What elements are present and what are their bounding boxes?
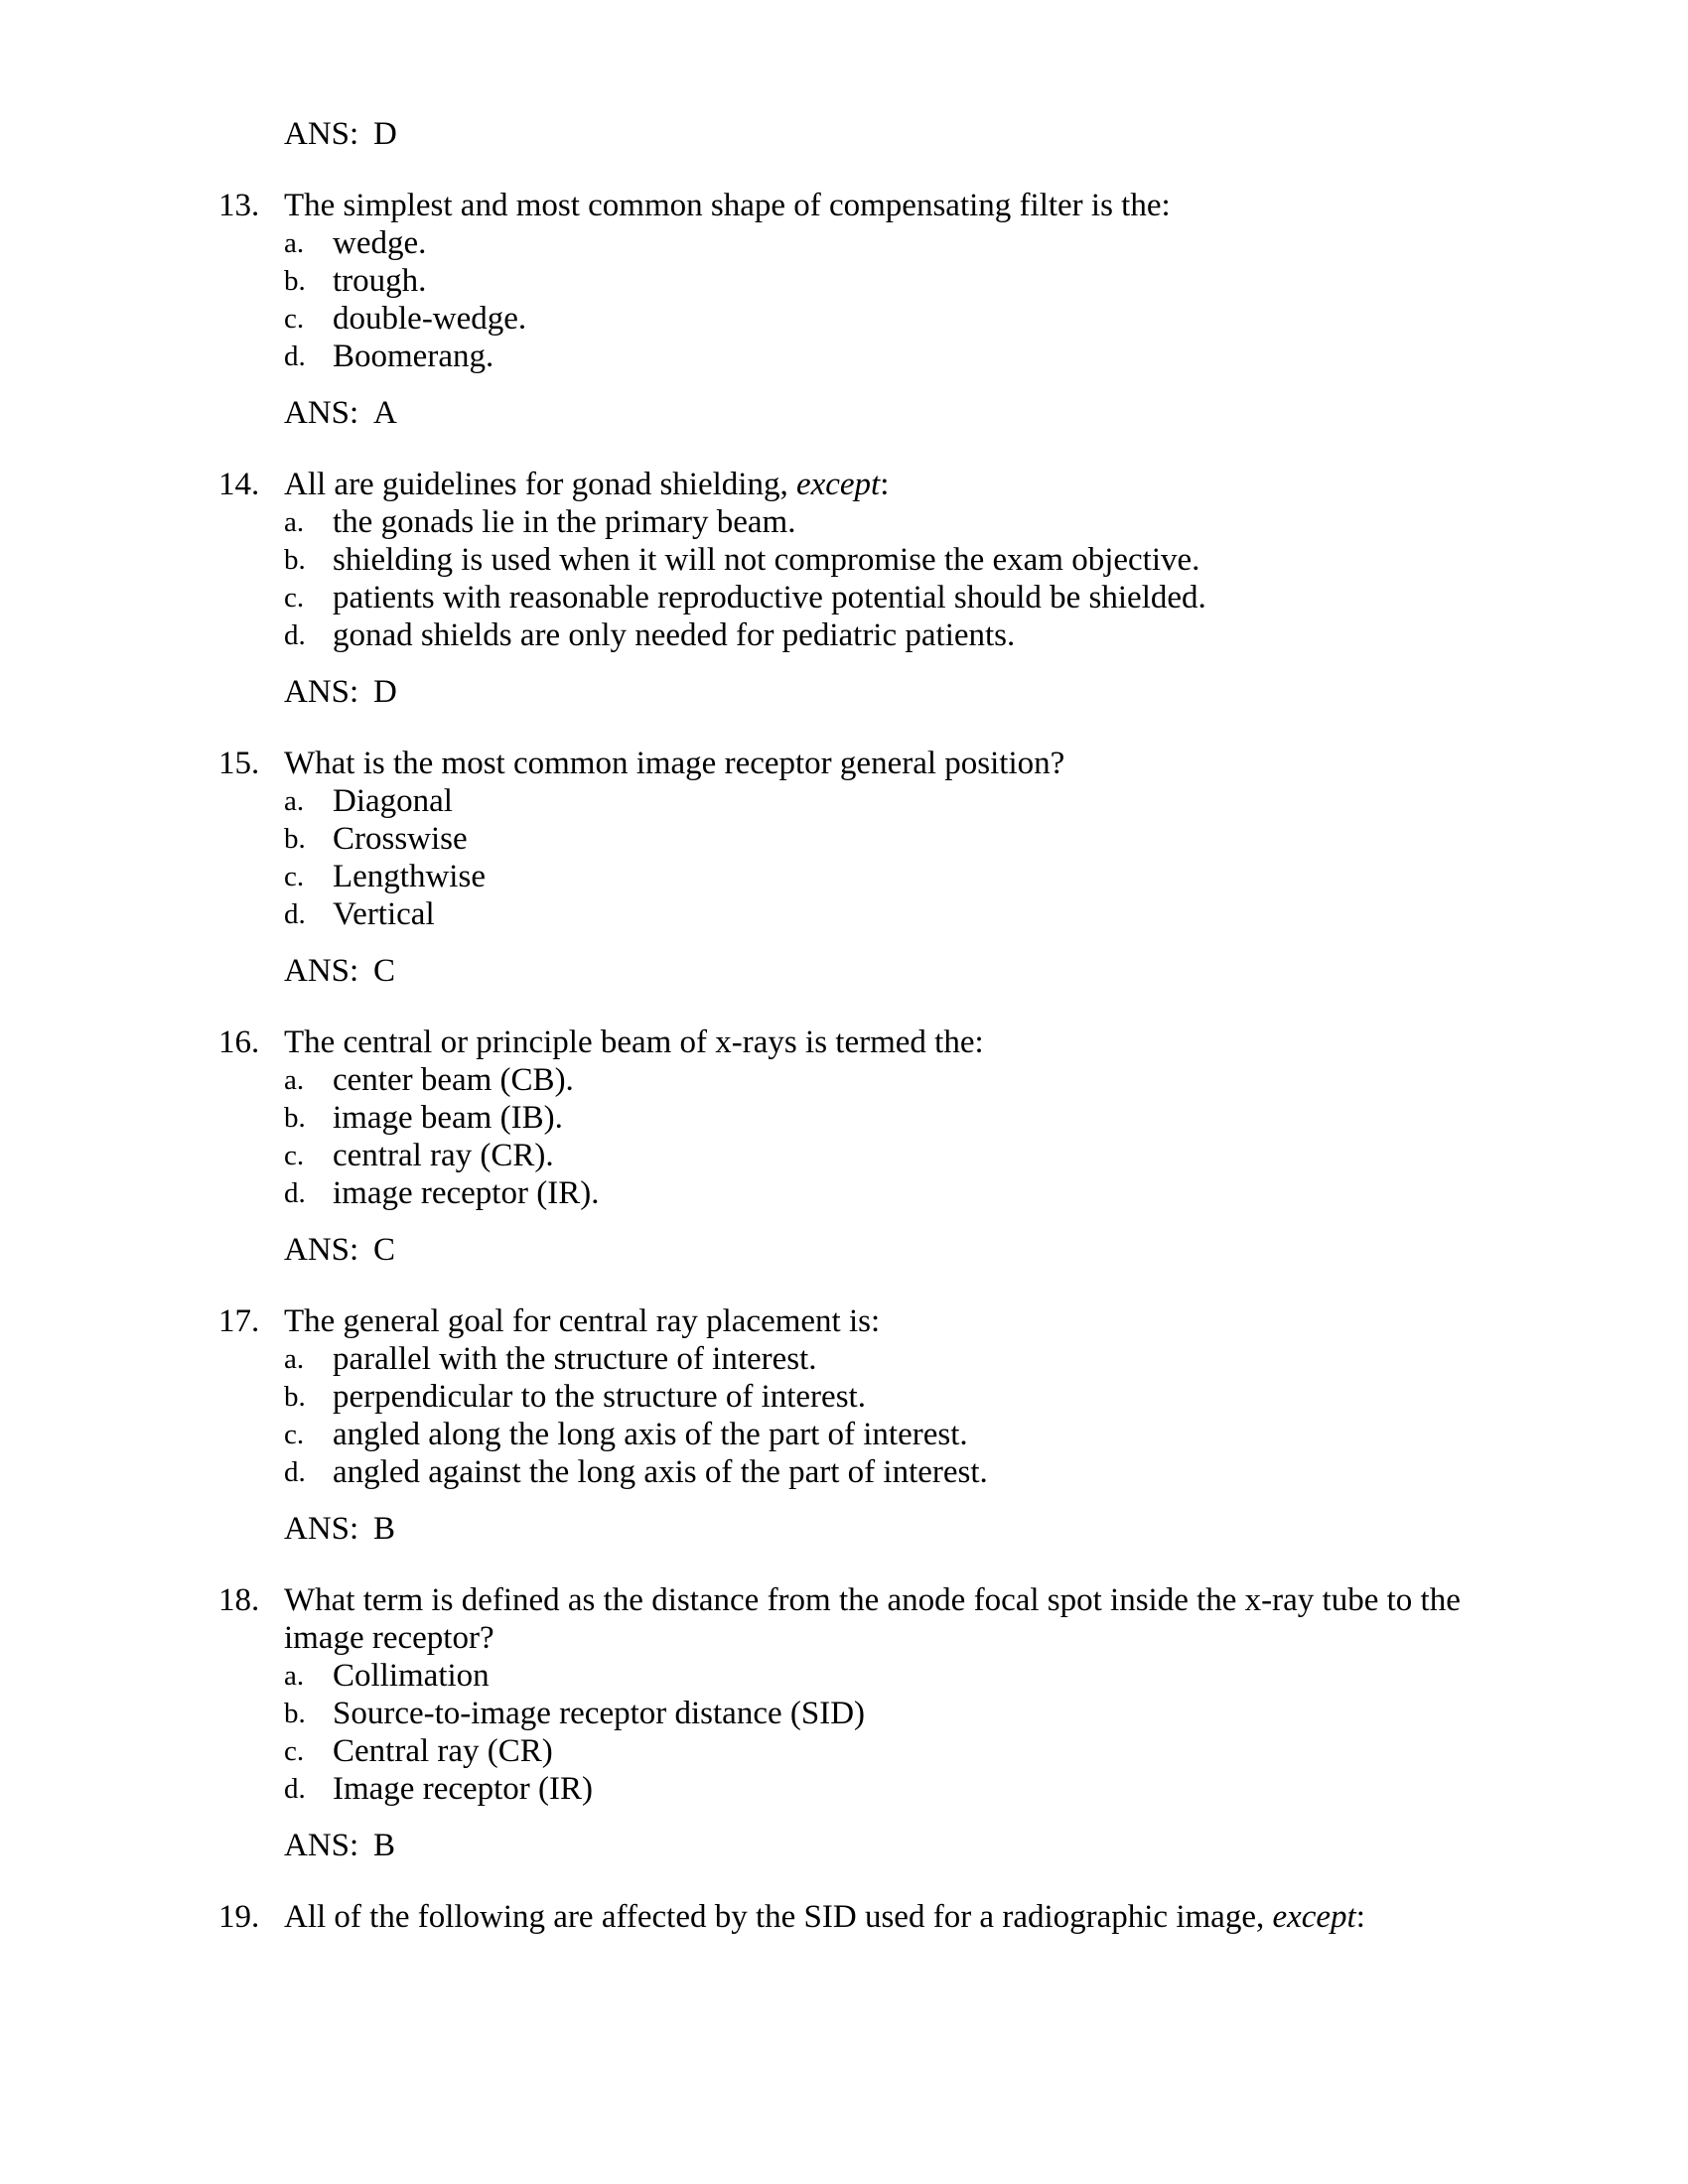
question-stem xyxy=(218,745,1688,782)
answer-option xyxy=(284,1770,1688,1808)
question-block xyxy=(0,1581,1688,1864)
answer-option xyxy=(284,579,1688,616)
answer-option xyxy=(284,503,1688,541)
answer-label: ANS: xyxy=(284,953,359,989)
option-text: parallel with the structure of interest. xyxy=(333,1341,817,1377)
question-text xyxy=(284,745,1466,782)
answer-option xyxy=(284,858,1688,895)
answer-option xyxy=(284,338,1688,375)
option-text: central ray (CR). xyxy=(333,1138,554,1173)
option-text: Central ray (CR) xyxy=(333,1733,553,1769)
option-letter: b. xyxy=(284,823,306,855)
answer-key xyxy=(284,394,1688,432)
option-letter: d. xyxy=(284,1773,306,1805)
question-stem xyxy=(218,187,1688,224)
answer-option xyxy=(284,262,1688,300)
answer-value: D xyxy=(373,116,397,152)
option-letter: b. xyxy=(284,1698,306,1729)
question-number: 13. xyxy=(218,188,260,223)
question-number: 14. xyxy=(218,467,260,502)
answer-key xyxy=(284,1827,1688,1864)
answer-option xyxy=(284,1416,1688,1453)
option-text: Collimation xyxy=(333,1658,490,1694)
answer-option xyxy=(284,895,1688,933)
option-text: Boomerang. xyxy=(333,339,494,374)
answer-option xyxy=(284,1174,1688,1212)
option-text: Diagonal xyxy=(333,783,453,819)
option-text: angled against the long axis of the part of interest. xyxy=(333,1454,988,1490)
question-block xyxy=(0,745,1688,990)
question-number: 15. xyxy=(218,746,260,781)
option-text: wedge. xyxy=(333,225,427,261)
answer-key xyxy=(284,952,1688,990)
question-stem xyxy=(218,466,1688,503)
answer-option xyxy=(284,820,1688,858)
answer-key xyxy=(284,1510,1688,1548)
question-text-main: All of the following are affected by the SID used for a radiographic image, xyxy=(284,1899,1273,1935)
option-letter: c. xyxy=(284,1140,305,1171)
option-letter: c. xyxy=(284,861,305,892)
question-stem xyxy=(218,1581,1688,1657)
option-letter: a. xyxy=(284,227,305,259)
option-text: Vertical xyxy=(333,896,435,932)
option-letter: d. xyxy=(284,341,306,372)
option-text: gonad shields are only needed for pediatric patients. xyxy=(333,617,1016,653)
answer-key xyxy=(284,673,1688,711)
answer-option xyxy=(284,616,1688,654)
question-text-main: All are guidelines for gonad shielding, xyxy=(284,467,796,502)
answer-option xyxy=(284,1732,1688,1770)
question-block xyxy=(0,1024,1688,1269)
answer-option xyxy=(284,541,1688,579)
option-text: center beam (CB). xyxy=(333,1062,574,1098)
option-letter: d. xyxy=(284,619,306,651)
answer-option xyxy=(284,300,1688,338)
question-stem xyxy=(218,1898,1688,1936)
option-letter: c. xyxy=(284,303,305,335)
question-number: 17. xyxy=(218,1303,260,1339)
question-block xyxy=(0,1302,1688,1548)
previous-answer xyxy=(284,115,1688,153)
answer-option xyxy=(284,1099,1688,1137)
question-text-emphasis: except xyxy=(795,467,881,502)
answer-option xyxy=(284,1137,1688,1174)
option-letter: d. xyxy=(284,1456,306,1488)
option-text: angled along the long axis of the part of interest. xyxy=(333,1417,968,1452)
answer-label: ANS: xyxy=(284,395,359,431)
option-text: Source-to-image receptor distance (SID) xyxy=(333,1696,866,1731)
question-number: 19. xyxy=(218,1899,260,1935)
option-letter: a. xyxy=(284,1660,305,1692)
question-block xyxy=(0,466,1688,711)
option-letter: d. xyxy=(284,898,306,930)
answer-value: C xyxy=(373,953,396,989)
question-text xyxy=(284,1024,1466,1061)
option-letter: a. xyxy=(284,785,305,817)
option-text: image beam (IB). xyxy=(333,1100,563,1136)
option-text: image receptor (IR). xyxy=(333,1175,600,1211)
answer-value: A xyxy=(373,395,397,431)
option-text: patients with reasonable reproductive potential should be shielded. xyxy=(333,580,1206,615)
answer-value: B xyxy=(373,1828,396,1863)
option-letter: b. xyxy=(284,265,306,297)
answer-option xyxy=(284,1695,1688,1732)
question-stem xyxy=(218,1302,1688,1340)
option-text: Crosswise xyxy=(333,821,468,857)
option-letter: a. xyxy=(284,506,305,538)
answer-option xyxy=(284,782,1688,820)
question-text-main: The simplest and most common shape of compensating filter is the: xyxy=(284,188,1171,223)
question-text-main: What term is defined as the distance from the anode focal spot inside the x-ray tube to the image receptor? xyxy=(284,1582,1461,1656)
option-letter: c. xyxy=(284,1419,305,1450)
option-letter: c. xyxy=(284,1735,305,1767)
question-text-main: What is the most common image receptor general position? xyxy=(284,746,1065,781)
question-text xyxy=(284,1898,1466,1936)
question-text xyxy=(284,1581,1466,1657)
option-letter: b. xyxy=(284,1381,306,1413)
option-text: double-wedge. xyxy=(333,301,527,337)
answer-label: ANS: xyxy=(284,1828,359,1863)
question-text xyxy=(284,187,1466,224)
answer-option xyxy=(284,1453,1688,1491)
question-text xyxy=(284,1302,1466,1340)
option-text: Lengthwise xyxy=(333,859,486,894)
answer-option xyxy=(284,1657,1688,1695)
option-letter: b. xyxy=(284,1102,306,1134)
answer-option xyxy=(284,1340,1688,1378)
option-letter: b. xyxy=(284,544,306,576)
option-letter: c. xyxy=(284,582,305,614)
answer-label: ANS: xyxy=(284,1232,359,1268)
answer-key xyxy=(284,1231,1688,1269)
answer-label: ANS: xyxy=(284,1511,359,1547)
answer-label: ANS: xyxy=(284,116,359,152)
question-number: 16. xyxy=(218,1024,260,1060)
answer-option xyxy=(284,224,1688,262)
answer-value: B xyxy=(373,1511,396,1547)
option-letter: d. xyxy=(284,1177,306,1209)
option-text: shielding is used when it will not compromise the exam objective. xyxy=(333,542,1200,578)
answer-label: ANS: xyxy=(284,674,359,710)
question-text xyxy=(284,466,1466,503)
question-text-emphasis: except xyxy=(1272,1899,1356,1935)
question-number: 18. xyxy=(218,1582,260,1618)
option-text: Image receptor (IR) xyxy=(333,1771,594,1807)
question-block xyxy=(0,187,1688,432)
answer-value: C xyxy=(373,1232,396,1268)
question-text-main: The central or principle beam of x-rays is termed the: xyxy=(284,1024,984,1060)
answer-value: D xyxy=(373,674,397,710)
option-text: perpendicular to the structure of interest. xyxy=(333,1379,866,1415)
option-letter: a. xyxy=(284,1343,305,1375)
option-letter: a. xyxy=(284,1064,305,1096)
question-text-tail: : xyxy=(1355,1899,1365,1935)
question-text-main: The general goal for central ray placement is: xyxy=(284,1303,881,1339)
question-list xyxy=(0,187,1688,1936)
option-text: trough. xyxy=(333,263,427,299)
question-text-tail: : xyxy=(880,467,890,502)
question-document xyxy=(0,115,1688,1970)
answer-option xyxy=(284,1061,1688,1099)
answer-option xyxy=(284,1378,1688,1416)
question-stem xyxy=(218,1024,1688,1061)
option-text: the gonads lie in the primary beam. xyxy=(333,504,796,540)
question-block xyxy=(0,1898,1688,1936)
